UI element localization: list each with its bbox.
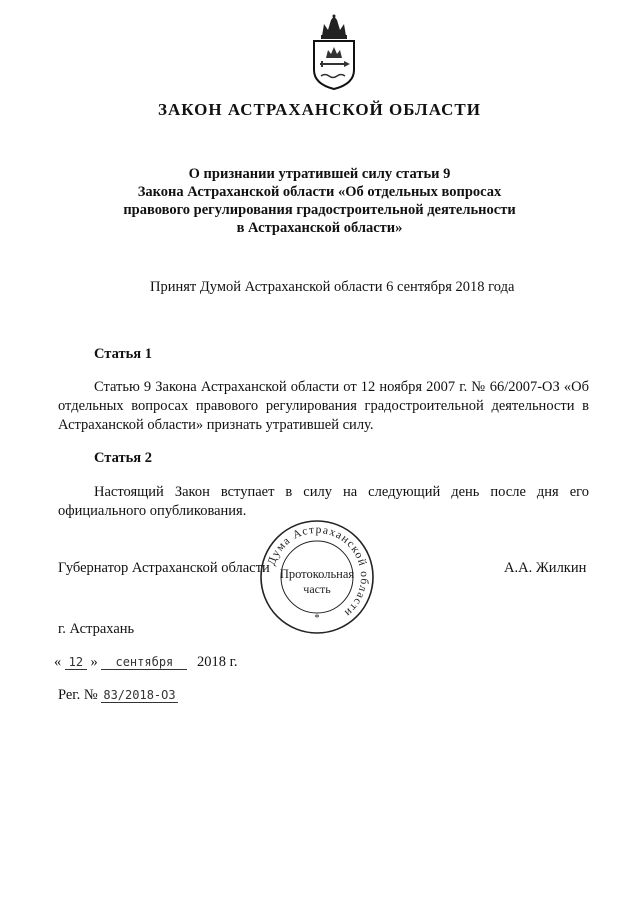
registration-number bbox=[58, 687, 178, 704]
subtitle-line: О признании утратившей силу статьи 9 bbox=[188, 166, 451, 182]
date-month: сентября bbox=[101, 655, 187, 670]
stamp-ring-text: Дума Астраханской области bbox=[265, 523, 371, 620]
article-2-text: Настоящий Закон вступает в силу на следующий день после дня его официального опубликования. bbox=[58, 484, 589, 519]
subtitle-line: правового регулирования градостроительной деятельности bbox=[123, 202, 516, 218]
date-close-quote: » bbox=[90, 654, 98, 670]
registration-value: 83/2018-ОЗ bbox=[103, 688, 176, 702]
official-stamp bbox=[258, 518, 376, 636]
stamp-center-line2: часть bbox=[303, 582, 331, 596]
article-1-text: Статью 9 Закона Астраханской области от 12 ноября 2007 г. № 66/2007-ОЗ «Об отдельных вопросах правового регулирования градостроительной деятельности в Астраханской области» признать утратившей силу. bbox=[58, 379, 589, 433]
place-of-signing: г. Астрахань bbox=[58, 621, 135, 637]
coat-of-arms-icon bbox=[304, 14, 364, 92]
stamp-center-line1: Протокольная bbox=[279, 567, 355, 581]
article-1-heading: Статья 1 bbox=[94, 346, 152, 362]
date-day: 12 bbox=[65, 655, 87, 670]
registration-label: Рег. № bbox=[58, 687, 98, 703]
svg-text:*: * bbox=[314, 613, 320, 624]
law-title: ЗАКОН АСТРАХАНСКОЙ ОБЛАСТИ bbox=[157, 100, 481, 119]
article-2-heading: Статья 2 bbox=[94, 450, 152, 466]
date-year: 2018 г. bbox=[197, 654, 238, 670]
signing-date bbox=[54, 654, 238, 671]
date-open-quote: « bbox=[54, 654, 62, 670]
subtitle-line: в Астраханской области» bbox=[236, 220, 403, 236]
signatory-position: Губернатор Астраханской области bbox=[58, 560, 270, 576]
signatory-name: А.А. Жилкин bbox=[504, 560, 587, 576]
adoption-statement: Принят Думой Астраханской области 6 сентября 2018 года bbox=[150, 279, 515, 295]
subtitle-line: Закона Астраханской области «Об отдельных вопросах bbox=[137, 184, 502, 200]
law-subtitle bbox=[0, 165, 639, 237]
